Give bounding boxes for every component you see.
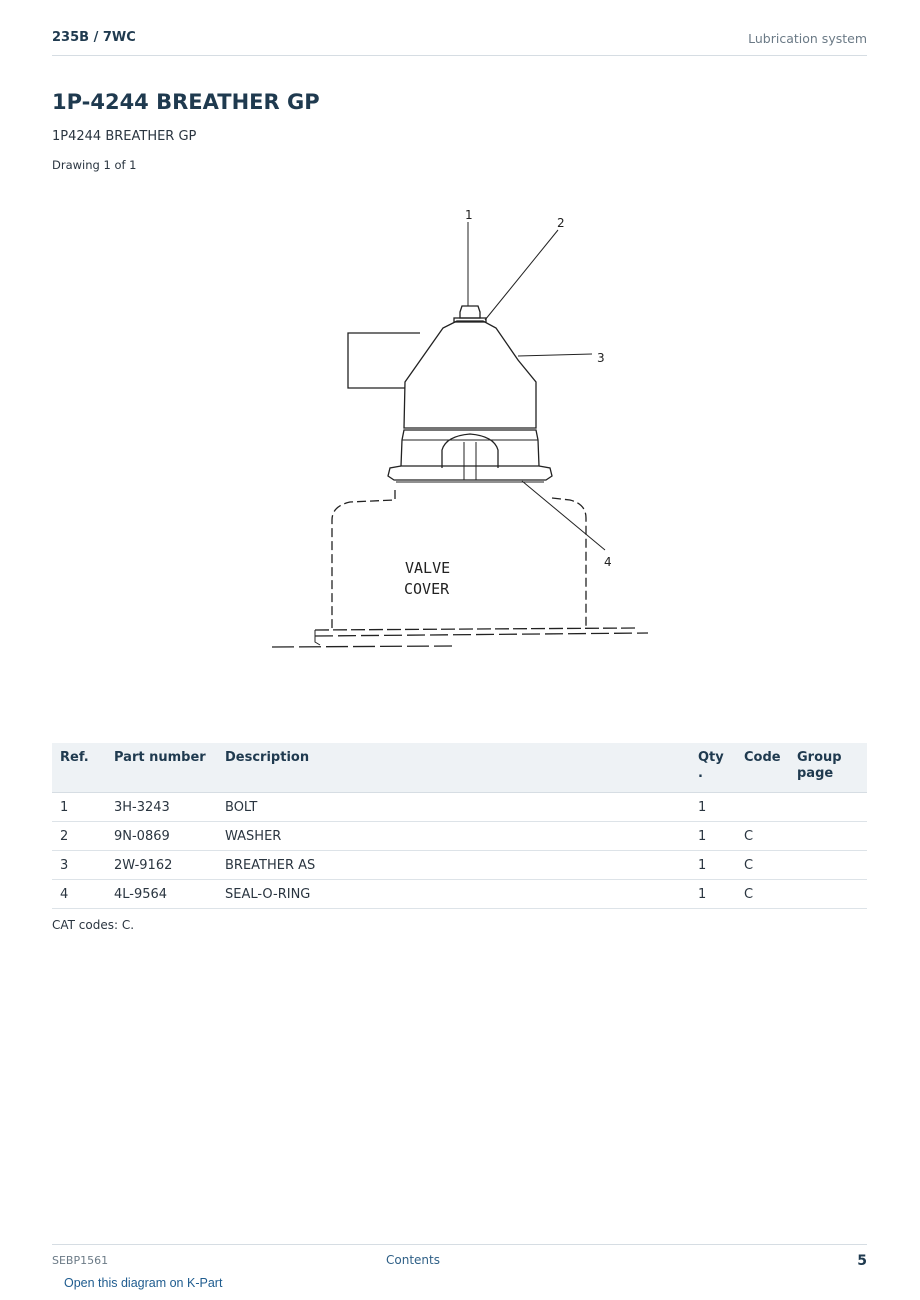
table-row [52, 793, 867, 822]
leader-4 [522, 481, 605, 550]
valve-cover-label-1: VALVE [405, 559, 451, 577]
table-header-row [52, 743, 867, 793]
col-part-number: Part number [106, 743, 217, 793]
row-code: C [736, 851, 789, 880]
row-code: C [736, 880, 789, 909]
row-ref: 3 [52, 851, 106, 880]
page-header [52, 28, 867, 56]
model-label: 235B / 7WC [52, 30, 136, 45]
row-group-page [789, 822, 867, 851]
callout-4: 4 [604, 555, 612, 569]
row-code [736, 793, 789, 822]
col-qty-line1: Qty [698, 750, 724, 765]
valve-cover-right [552, 498, 586, 628]
row-part-number: 3H-3243 [106, 793, 217, 822]
leader-2 [485, 230, 558, 320]
row-qty: 1 [690, 880, 736, 909]
row-qty: 1 [690, 793, 736, 822]
callout-3: 3 [597, 351, 605, 365]
col-group-page [789, 743, 867, 793]
col-ref: Ref. [52, 743, 106, 793]
row-ref: 2 [52, 822, 106, 851]
table-row [52, 880, 867, 909]
contents-link[interactable]: Contents [386, 1253, 440, 1267]
row-description: BREATHER AS [217, 851, 690, 880]
parts-diagram [260, 200, 660, 710]
breather-body [404, 321, 536, 428]
callout-2: 2 [557, 216, 565, 230]
valve-cover-base [315, 628, 635, 630]
inner-dome [442, 434, 498, 468]
row-qty: 1 [690, 822, 736, 851]
row-part-number: 4L-9564 [106, 880, 217, 909]
page-title: 1P-4244 BREATHER GP [52, 90, 320, 114]
row-group-page [789, 880, 867, 909]
breather-flange [388, 466, 552, 480]
document-id: SEBP1561 [52, 1254, 109, 1267]
row-ref: 4 [52, 880, 106, 909]
row-code: C [736, 822, 789, 851]
parts-table [52, 743, 867, 909]
row-part-number: 2W-9162 [106, 851, 217, 880]
leader-3 [518, 354, 592, 356]
col-description: Description [217, 743, 690, 793]
col-code: Code [736, 743, 789, 793]
row-group-page [789, 793, 867, 822]
bolt-head [460, 306, 480, 318]
valve-cover-label-2: COVER [404, 580, 450, 598]
page-number: 5 [857, 1253, 867, 1269]
breather-housing [401, 430, 539, 466]
section-label: Lubrication system [748, 31, 867, 46]
row-description: BOLT [217, 793, 690, 822]
washer [454, 318, 486, 322]
row-description: WASHER [217, 822, 690, 851]
cat-codes-note: CAT codes: C. [52, 918, 135, 932]
table-row [52, 851, 867, 880]
row-group-page [789, 851, 867, 880]
page-subtitle: 1P4244 BREATHER GP [52, 129, 197, 144]
col-group-line2: page [797, 766, 834, 781]
valve-cover-left [332, 490, 395, 628]
vent-pipe [348, 333, 420, 388]
col-qty-line2: . [698, 766, 703, 781]
row-qty: 1 [690, 851, 736, 880]
row-description: SEAL-O-RING [217, 880, 690, 909]
row-part-number: 9N-0869 [106, 822, 217, 851]
callout-1: 1 [465, 208, 473, 222]
col-qty [690, 743, 736, 793]
open-k-part-link[interactable]: Open this diagram on K-Part [64, 1276, 223, 1290]
page-footer [52, 1244, 867, 1275]
breather-drawing [260, 200, 660, 710]
drawing-count: Drawing 1 of 1 [52, 158, 137, 172]
table-row [52, 822, 867, 851]
col-group-line1: Group [797, 750, 842, 765]
row-ref: 1 [52, 793, 106, 822]
